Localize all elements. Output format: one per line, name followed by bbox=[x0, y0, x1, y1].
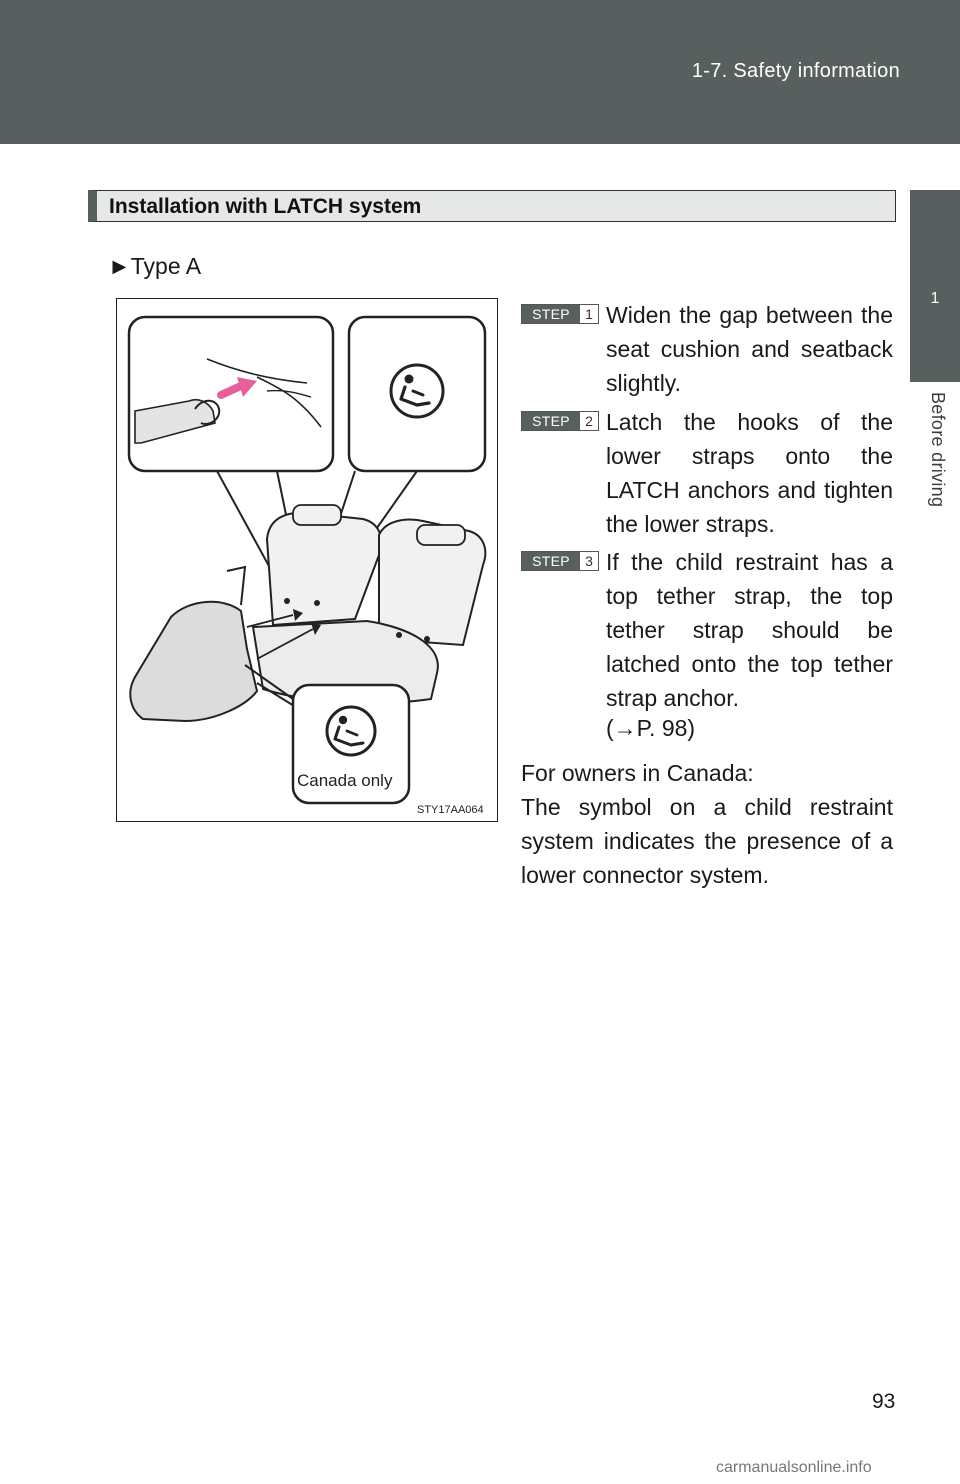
page-header bbox=[0, 0, 960, 144]
type-label: Type A bbox=[130, 253, 202, 279]
section-title: Installation with LATCH system bbox=[109, 195, 422, 218]
header-title: 1-7. Safety information bbox=[691, 60, 900, 82]
chapter-number: 1 bbox=[930, 290, 940, 307]
section-heading bbox=[88, 190, 896, 222]
figure-code: STY17AA064 bbox=[417, 804, 484, 816]
watermark: carmanualsonline.info bbox=[716, 1459, 872, 1476]
step-badge-word: STEP bbox=[522, 305, 580, 323]
seat-diagram-graphic bbox=[117, 299, 497, 821]
page-reference: (→P. 98) bbox=[606, 715, 696, 741]
step-text: Latch the hooks of the lower straps onto the LATCH anchors and tighten the lower straps. bbox=[606, 409, 893, 537]
step-text: If the child restraint has a top tether strap, the top tether strap should be latched onto the top tether strap anchor. bbox=[606, 549, 893, 711]
step-badge bbox=[521, 551, 599, 571]
triangle-marker-icon: ► bbox=[108, 253, 131, 279]
chapter-label: Before driving bbox=[928, 392, 948, 508]
canada-only-label: Canada only bbox=[297, 771, 393, 790]
step-badge-number: 1 bbox=[580, 305, 598, 323]
step-badge-number: 3 bbox=[580, 552, 598, 570]
step-badge bbox=[521, 304, 599, 324]
chapter-tab bbox=[910, 190, 960, 382]
page-number: 93 bbox=[872, 1390, 896, 1413]
step-badge-word: STEP bbox=[522, 552, 580, 570]
step-text: Widen the gap between the seat cushion and seatback slightly. bbox=[606, 302, 893, 396]
canada-note bbox=[521, 756, 893, 892]
latch-illustration bbox=[116, 298, 498, 822]
step-badge bbox=[521, 411, 599, 431]
step-badge-number: 2 bbox=[580, 412, 598, 430]
step-badge-word: STEP bbox=[522, 412, 580, 430]
note-heading: For owners in Canada: bbox=[521, 760, 754, 786]
type-line bbox=[108, 253, 201, 280]
note-body: The symbol on a child restraint system indicates the presence of a lower connector system. bbox=[521, 794, 893, 888]
